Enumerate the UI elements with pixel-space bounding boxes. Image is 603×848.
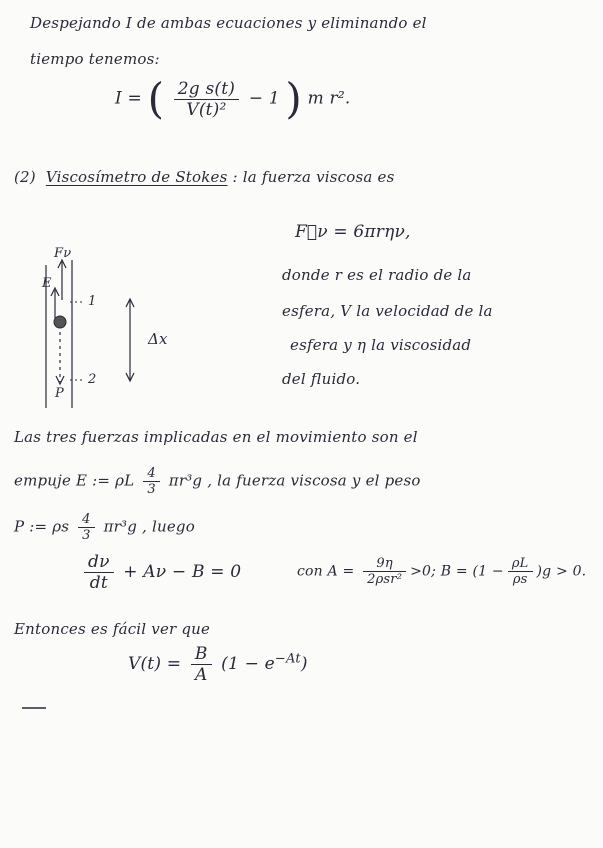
section-heading: (2) Viscosímetro de Stokes : la fuerza viscosa es	[14, 168, 395, 186]
label-E: E	[42, 276, 52, 291]
then-line: Entonces es fácil ver que	[14, 620, 211, 638]
label-P: P	[55, 386, 64, 401]
forces-line-3: P := ρs $\frac{4}{3}$ πr³g , luego	[14, 512, 195, 543]
desc-line-1: donde r es el radio de la	[282, 266, 472, 284]
label-delta-x: Δx	[148, 330, 168, 348]
desc-line-3: esfera y η la viscosidad	[290, 336, 472, 354]
equation-I-numerator: 2g s(t)	[174, 79, 239, 100]
intro-line-2: tiempo tenemos:	[30, 50, 160, 68]
equation-ode-constants: con A = $\frac{9\eta}{\text{2ρsr²}}$ >0; B = (1 − $\frac{\rho L}{\rho s}$ )g > 0.	[297, 556, 587, 587]
forces-line-1: Las tres fuerzas implicadas en el movimiento son el	[14, 428, 418, 446]
intro-line-1: Despejando I de ambas ecuaciones y eliminando el	[30, 14, 427, 32]
equation-I: I = ( $\frac{\text{2g s(t)}}{\text{V(t)²}}$ − 1 ) m r².	[115, 74, 351, 123]
desc-line-4: del fluido.	[282, 370, 361, 388]
section-title: Viscosímetro de Stokes	[45, 168, 228, 186]
label-Fv: Fν	[54, 246, 72, 261]
label-1: 1	[88, 294, 97, 309]
label-2: 2	[88, 372, 97, 387]
equation-ode: $\frac{d\nu}{dt}$ + Aν − B = 0	[80, 552, 241, 593]
desc-line-2: esfera, V la velocidad de la	[282, 302, 493, 320]
forces-line-2: empuje E := ρL $\frac{4}{3}$ πr³g , la fuerza viscosa y el peso	[14, 466, 421, 497]
equation-solution: V(t) = $\frac{B}{A}$ $(1 - e^{-At})$	[128, 644, 308, 685]
equation-I-denominator: V(t)²	[186, 99, 227, 120]
equation-stokes: F⃗ν = 6πrην,	[295, 222, 411, 242]
